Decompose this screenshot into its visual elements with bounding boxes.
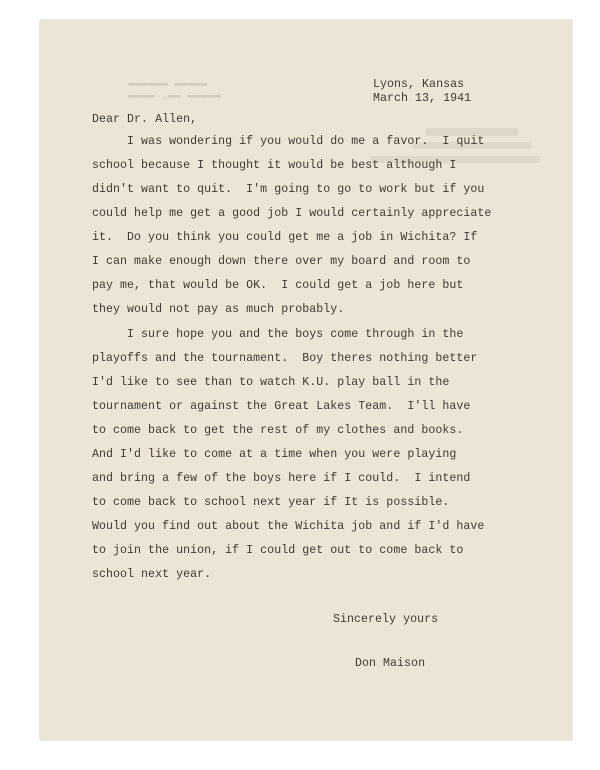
body-line: and bring a few of the boys here if I could. I intend bbox=[92, 472, 471, 485]
body-line: to come back to get the rest of my clothes and books. bbox=[92, 424, 464, 437]
show-through-text: ▬▬▬▬▬ ▬▬, ▬▬▬▬ bbox=[128, 90, 221, 102]
body-line: school because I thought it would be best although I bbox=[92, 159, 457, 172]
letter-signature: Don Maison bbox=[355, 657, 426, 670]
body-line: pay me, that would be OK. I could get a job here but bbox=[92, 279, 464, 292]
body-line: Would you find out about the Wichita job and if I'd have bbox=[92, 520, 485, 533]
body-line: it. Do you think you could get me a job in Wichita? If bbox=[92, 231, 478, 244]
body-line: I'd like to see than to watch K.U. play ball in the bbox=[92, 376, 450, 389]
body-line: could help me get a good job I would certainly appreciate bbox=[92, 207, 492, 220]
letter-place: Lyons, Kansas bbox=[373, 78, 465, 91]
body-line: I sure hope you and the boys come through in the bbox=[92, 328, 464, 341]
show-through-text: ▬▬▬▬▬ ▬▬▬▬▬▬ bbox=[128, 78, 208, 90]
body-line: they would not pay as much probably. bbox=[92, 303, 345, 316]
body-line: playoffs and the tournament. Boy theres nothing better bbox=[92, 352, 478, 365]
body-line: to join the union, if I could get out to come back to bbox=[92, 544, 464, 557]
body-line: And I'd like to come at a time when you were playing bbox=[92, 448, 457, 461]
body-line: didn't want to quit. I'm going to go to work but if you bbox=[92, 183, 485, 196]
body-line: I was wondering if you would do me a favor. I quit bbox=[92, 135, 485, 148]
body-line: school next year. bbox=[92, 568, 212, 581]
body-line: I can make enough down there over my board and room to bbox=[92, 255, 471, 268]
body-line: to come back to school next year if It is possible. bbox=[92, 496, 450, 509]
letter-closing: Sincerely yours bbox=[333, 613, 439, 626]
letter-date: March 13, 1941 bbox=[373, 92, 472, 105]
body-line: tournament or against the Great Lakes Team. I'll have bbox=[92, 400, 471, 413]
letter-salutation: Dear Dr. Allen, bbox=[92, 113, 198, 126]
